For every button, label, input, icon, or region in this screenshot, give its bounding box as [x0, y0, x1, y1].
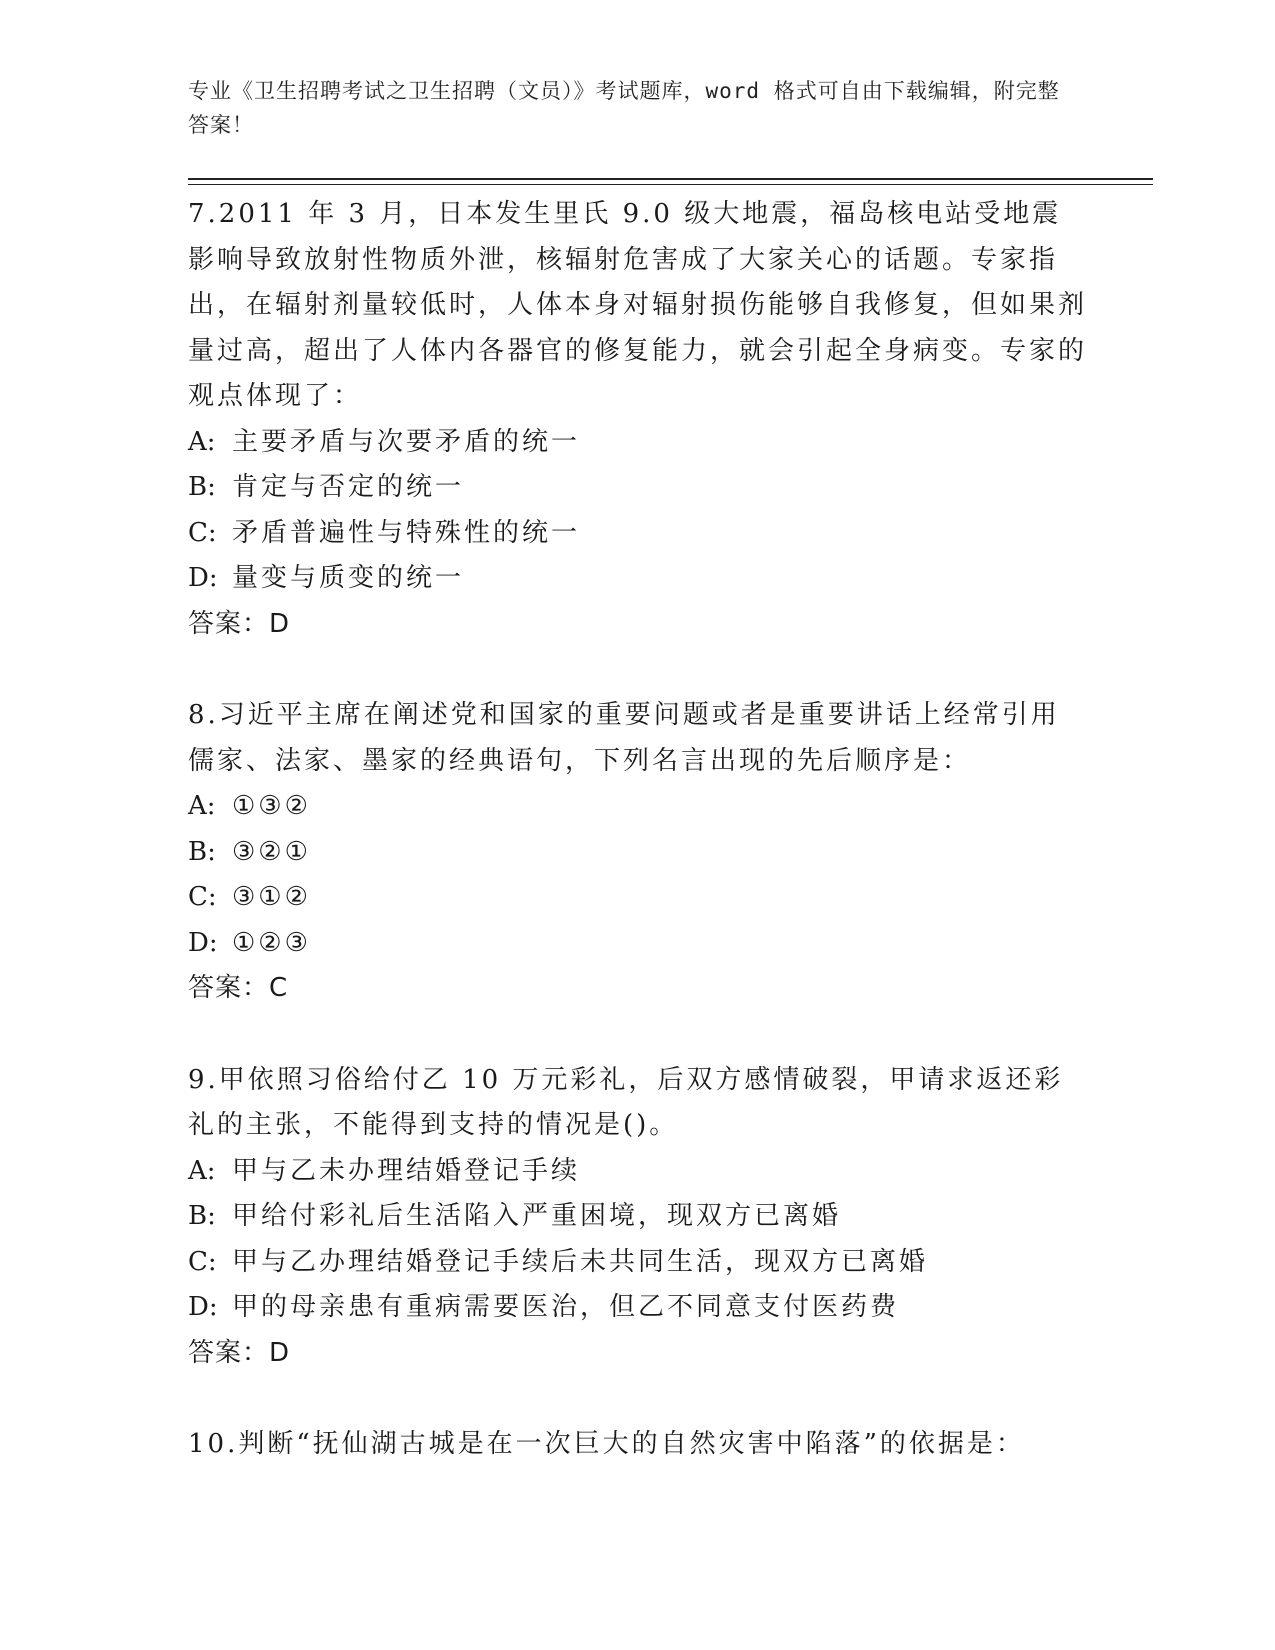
option-letter: B: — [188, 836, 216, 867]
option-c — [188, 875, 1088, 921]
question-stem: 8.习近平主席在阐述党和国家的重要问题或者是重要讲话上经常引用儒家、法家、墨家的经典语句，下列名言出现的先后顺序是： — [188, 700, 1060, 776]
document-header — [188, 74, 1068, 142]
question-stem: 9.甲依照习俗给付乙 10 万元彩礼，后双方感情破裂，甲请求返还彩礼的主张，不能得到支持的情况是()。 — [188, 1064, 1064, 1140]
option-c — [188, 1240, 1088, 1286]
option-a — [188, 784, 1088, 830]
option-letter: A: — [188, 1155, 216, 1186]
question-10 — [188, 1422, 1088, 1468]
option-d — [188, 556, 1088, 602]
option-c — [188, 511, 1088, 557]
answer-line: 答案：D — [188, 608, 291, 639]
answer-line: 答案：D — [188, 1337, 291, 1368]
option-letter: D: — [188, 927, 218, 958]
header-rule-thick — [188, 178, 1153, 180]
option-d — [188, 921, 1088, 967]
option-letter: C: — [188, 882, 217, 912]
option-text: ①③② — [232, 791, 311, 821]
question-stem: 10.判断“抚仙湖古城是在一次巨大的自然灾害中陷落”的依据是： — [188, 1429, 1025, 1459]
option-d — [188, 1285, 1088, 1331]
option-text: 甲与乙办理结婚登记手续后未共同生活，现双方已离婚 — [232, 1246, 929, 1277]
option-b — [188, 1194, 1088, 1240]
option-letter: D: — [188, 563, 218, 593]
option-text: ①②③ — [232, 927, 311, 958]
option-a — [188, 1149, 1088, 1195]
option-letter: D: — [188, 1292, 218, 1322]
option-b — [188, 465, 1088, 511]
option-text: 矛盾普遍性与特殊性的统一 — [232, 517, 581, 548]
option-text: 甲给付彩礼后生活陷入严重困境，现双方已离婚 — [232, 1201, 842, 1231]
option-letter: A: — [188, 426, 216, 457]
option-a — [188, 420, 1088, 466]
option-letter: C: — [188, 1246, 217, 1277]
question-list — [188, 192, 1088, 1514]
option-text: 甲的母亲患有重病需要医治，但乙不同意支付医药费 — [232, 1292, 900, 1322]
question-7 — [188, 192, 1088, 647]
option-letter: B: — [188, 1201, 216, 1231]
option-letter: B: — [188, 472, 216, 502]
option-text: 主要矛盾与次要矛盾的统一 — [232, 426, 581, 457]
question-8 — [188, 693, 1088, 1012]
option-text: 肯定与否定的统一 — [232, 472, 465, 502]
question-9 — [188, 1058, 1088, 1377]
option-b — [188, 830, 1088, 876]
header-text: 专业《卫生招聘考试之卫生招聘（文员）》考试题库，word 格式可自由下载编辑，附完整答案！ — [188, 79, 1060, 137]
option-letter: A: — [188, 791, 216, 821]
question-stem: 7.2011 年 3 月，日本发生里氏 9.0 级大地震，福岛核电站受地震影响导致放射性物质外泄，核辐射危害成了大家关心的话题。专家指出，在辐射剂量较低时，人体本身对辐射损伤能够自我修复，但如果剂量过高，超出了人体内各器官的修复能力，就会引起全身病变。专家的观点体现了： — [188, 199, 1088, 411]
option-text: ③②① — [232, 836, 311, 867]
option-text: 量变与质变的统一 — [232, 563, 465, 593]
header-rule-thin — [188, 184, 1153, 185]
answer-line: 答案：C — [188, 973, 289, 1003]
option-text: ③①② — [232, 882, 311, 912]
option-text: 甲与乙未办理结婚登记手续 — [232, 1155, 581, 1186]
option-letter: C: — [188, 517, 217, 548]
